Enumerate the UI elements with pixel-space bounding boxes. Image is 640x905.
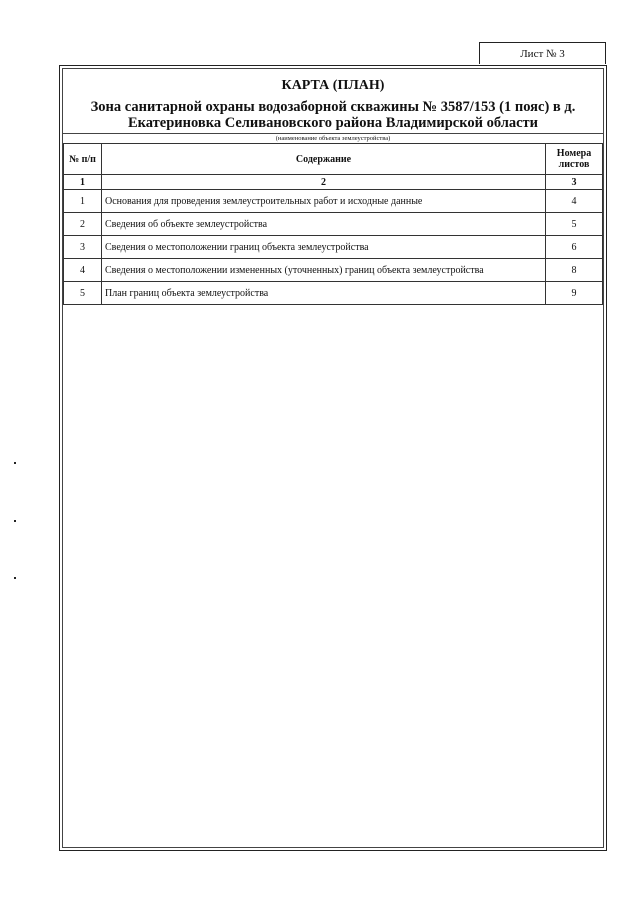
table-row [64, 213, 603, 236]
contents-table [63, 143, 603, 305]
row-num: 4 [64, 259, 102, 282]
table-row [64, 259, 603, 282]
row-pages: 8 [546, 259, 603, 282]
binding-hole-mark [14, 520, 16, 522]
row-num: 1 [64, 190, 102, 213]
row-pages: 9 [546, 282, 603, 305]
document-subtitle-line-2: Екатериновка Селивановского района Владимирской области [127, 115, 539, 131]
row-content: Основания для проведения землеустроительных работ и исходные данные [102, 190, 546, 213]
document-subtitle-line-1: Зона санитарной охраны водозаборной скважины № 3587/153 (1 пояс) в д. [90, 99, 576, 115]
table-row [64, 282, 603, 305]
header-pages: Номера листов [546, 144, 603, 175]
binding-hole-mark [14, 577, 16, 579]
row-num: 5 [64, 282, 102, 305]
document-title: КАРТА (ПЛАН) [281, 78, 385, 93]
index-num: 1 [64, 175, 102, 190]
row-content: Сведения о местоположении границ объекта землеустройства [102, 236, 546, 259]
row-num: 3 [64, 236, 102, 259]
row-pages: 4 [546, 190, 603, 213]
object-name-caption: (наименование объекта землеустройства) [63, 133, 603, 143]
row-content: План границ объекта землеустройства [102, 282, 546, 305]
table-row [64, 190, 603, 213]
sheet-number-box [479, 42, 606, 64]
row-pages: 6 [546, 236, 603, 259]
inner-frame [62, 68, 604, 848]
table-row [64, 236, 603, 259]
document-header [63, 69, 603, 143]
header-num: № п/п [64, 144, 102, 175]
row-content: Сведения о местоположении измененных (уточненных) границ объекта землеустройства [102, 259, 546, 282]
header-content: Содержание [102, 144, 546, 175]
table-header-row [64, 144, 603, 175]
row-pages: 5 [546, 213, 603, 236]
sheet-number-label: Лист № 3 [520, 47, 565, 60]
binding-hole-mark [14, 462, 16, 464]
index-pages: 3 [546, 175, 603, 190]
index-content: 2 [102, 175, 546, 190]
row-content: Сведения об объекте землеустройства [102, 213, 546, 236]
column-index-row [64, 175, 603, 190]
row-num: 2 [64, 213, 102, 236]
page-frame [59, 65, 607, 851]
